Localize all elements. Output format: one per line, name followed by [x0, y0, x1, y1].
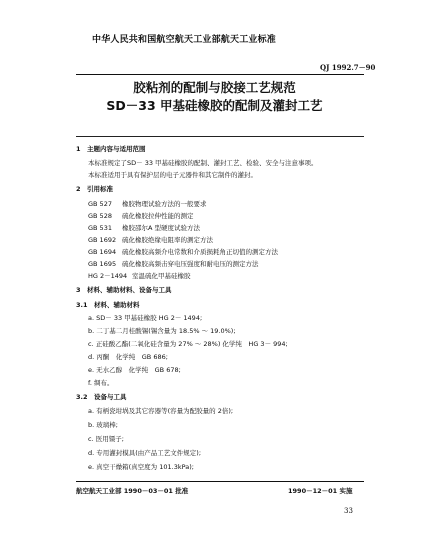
document-title-line1: 胶粘剂的配制与胶接工艺规范 [133, 80, 296, 95]
material-item: c. 正硅酸乙酯(二氧化硅含量为 27% ～ 28%) 化学纯 HG 3－ 994; [88, 340, 288, 348]
reference-code: GB 1694 [88, 248, 117, 256]
section-3-2-heading: 3.2 设备与工具 [76, 393, 127, 401]
reference-title: 硫化橡胶高频击穿电压强度和耐电压的测定方法 [122, 260, 259, 268]
title-rule [76, 136, 364, 137]
approval-date: 航空航天工业部 1990－03－01 批准 [76, 487, 189, 495]
reference-title: 硫化橡胶拉伸性能的测定 [122, 212, 194, 220]
reference-title: 橡胶物理试验方法的一般要求 [122, 200, 207, 208]
reference-item [88, 211, 194, 220]
section-2-heading: 2 引用标准 [76, 185, 114, 193]
material-item: a. SD－ 33 甲基硅橡胶 HG 2－ 1494; [88, 314, 203, 322]
section-1-heading: 1 主题内容与适用范围 [76, 145, 146, 153]
implementation-date: 1990－12－01 实施 [288, 487, 353, 495]
reference-item [88, 199, 207, 208]
equipment-item: d. 专用灌封模具(由产品工艺文件规定); [88, 449, 202, 457]
material-item: b. 二丁基二月桂酸锡(锡含量为 18.5% ～ 19.0%); [88, 327, 236, 335]
section-1-para2: 本标准适用于具有保护层的电子元器件和其它制件的灌封。 [88, 171, 257, 179]
reference-title: 硫化橡胶绝缘电阻率的测定方法 [122, 236, 213, 244]
material-item: f. 绸布。 [88, 379, 114, 387]
reference-code: GB 1692 [88, 236, 117, 244]
material-item: e. 无水乙醇 化学纯 GB 678; [88, 366, 181, 374]
reference-code: GB 527 [88, 200, 112, 208]
reference-code: GB 528 [88, 212, 112, 220]
equipment-item: b. 玻璃棒; [88, 421, 118, 429]
header-rule [76, 74, 364, 75]
reference-title: 硫化橡胶高频介电常数和介质损耗角正切值的测定方法 [122, 248, 278, 256]
reference-item [88, 223, 200, 232]
reference-item [88, 247, 278, 256]
material-item: d. 丙酮 化学纯 GB 686; [88, 353, 168, 361]
equipment-item: e. 真空干燥箱(真空度为 101.3kPa); [88, 463, 194, 471]
reference-title: 橡胶邵尔A 型硬度试验方法 [122, 224, 201, 232]
standard-issuer: 中华人民共和国航空航天工业部航天工业标准 [92, 35, 277, 45]
reference-title: 室温硫化甲基硅橡胶 [132, 272, 191, 280]
standard-code: QJ 1992.7－90 [320, 63, 376, 72]
section-1-para1: 本标准规定了SD－ 33 甲基硅橡胶的配制、灌封工艺、检验、安全与注意事项。 [88, 159, 318, 167]
reference-item [88, 271, 191, 280]
section-3-heading: 3 材料、辅助材料、设备与工具 [76, 286, 172, 294]
document-title-line2: SD－33 甲基硅橡胶的配制及灌封工艺 [106, 98, 323, 113]
section-3-1-heading: 3.1 材料、辅助材料 [76, 301, 140, 309]
reference-code: HG 2－1494 [88, 272, 128, 280]
reference-item [88, 235, 213, 244]
reference-item [88, 259, 259, 268]
footer-rule [76, 481, 364, 482]
equipment-item: a. 有柄瓷坩埚及其它容器等(容量为配胶量的 2倍); [88, 407, 234, 415]
reference-code: GB 1695 [88, 260, 117, 268]
reference-code: GB 531 [88, 224, 112, 232]
equipment-item: c. 医用镊子; [88, 435, 124, 443]
page-number: 33 [344, 507, 353, 515]
